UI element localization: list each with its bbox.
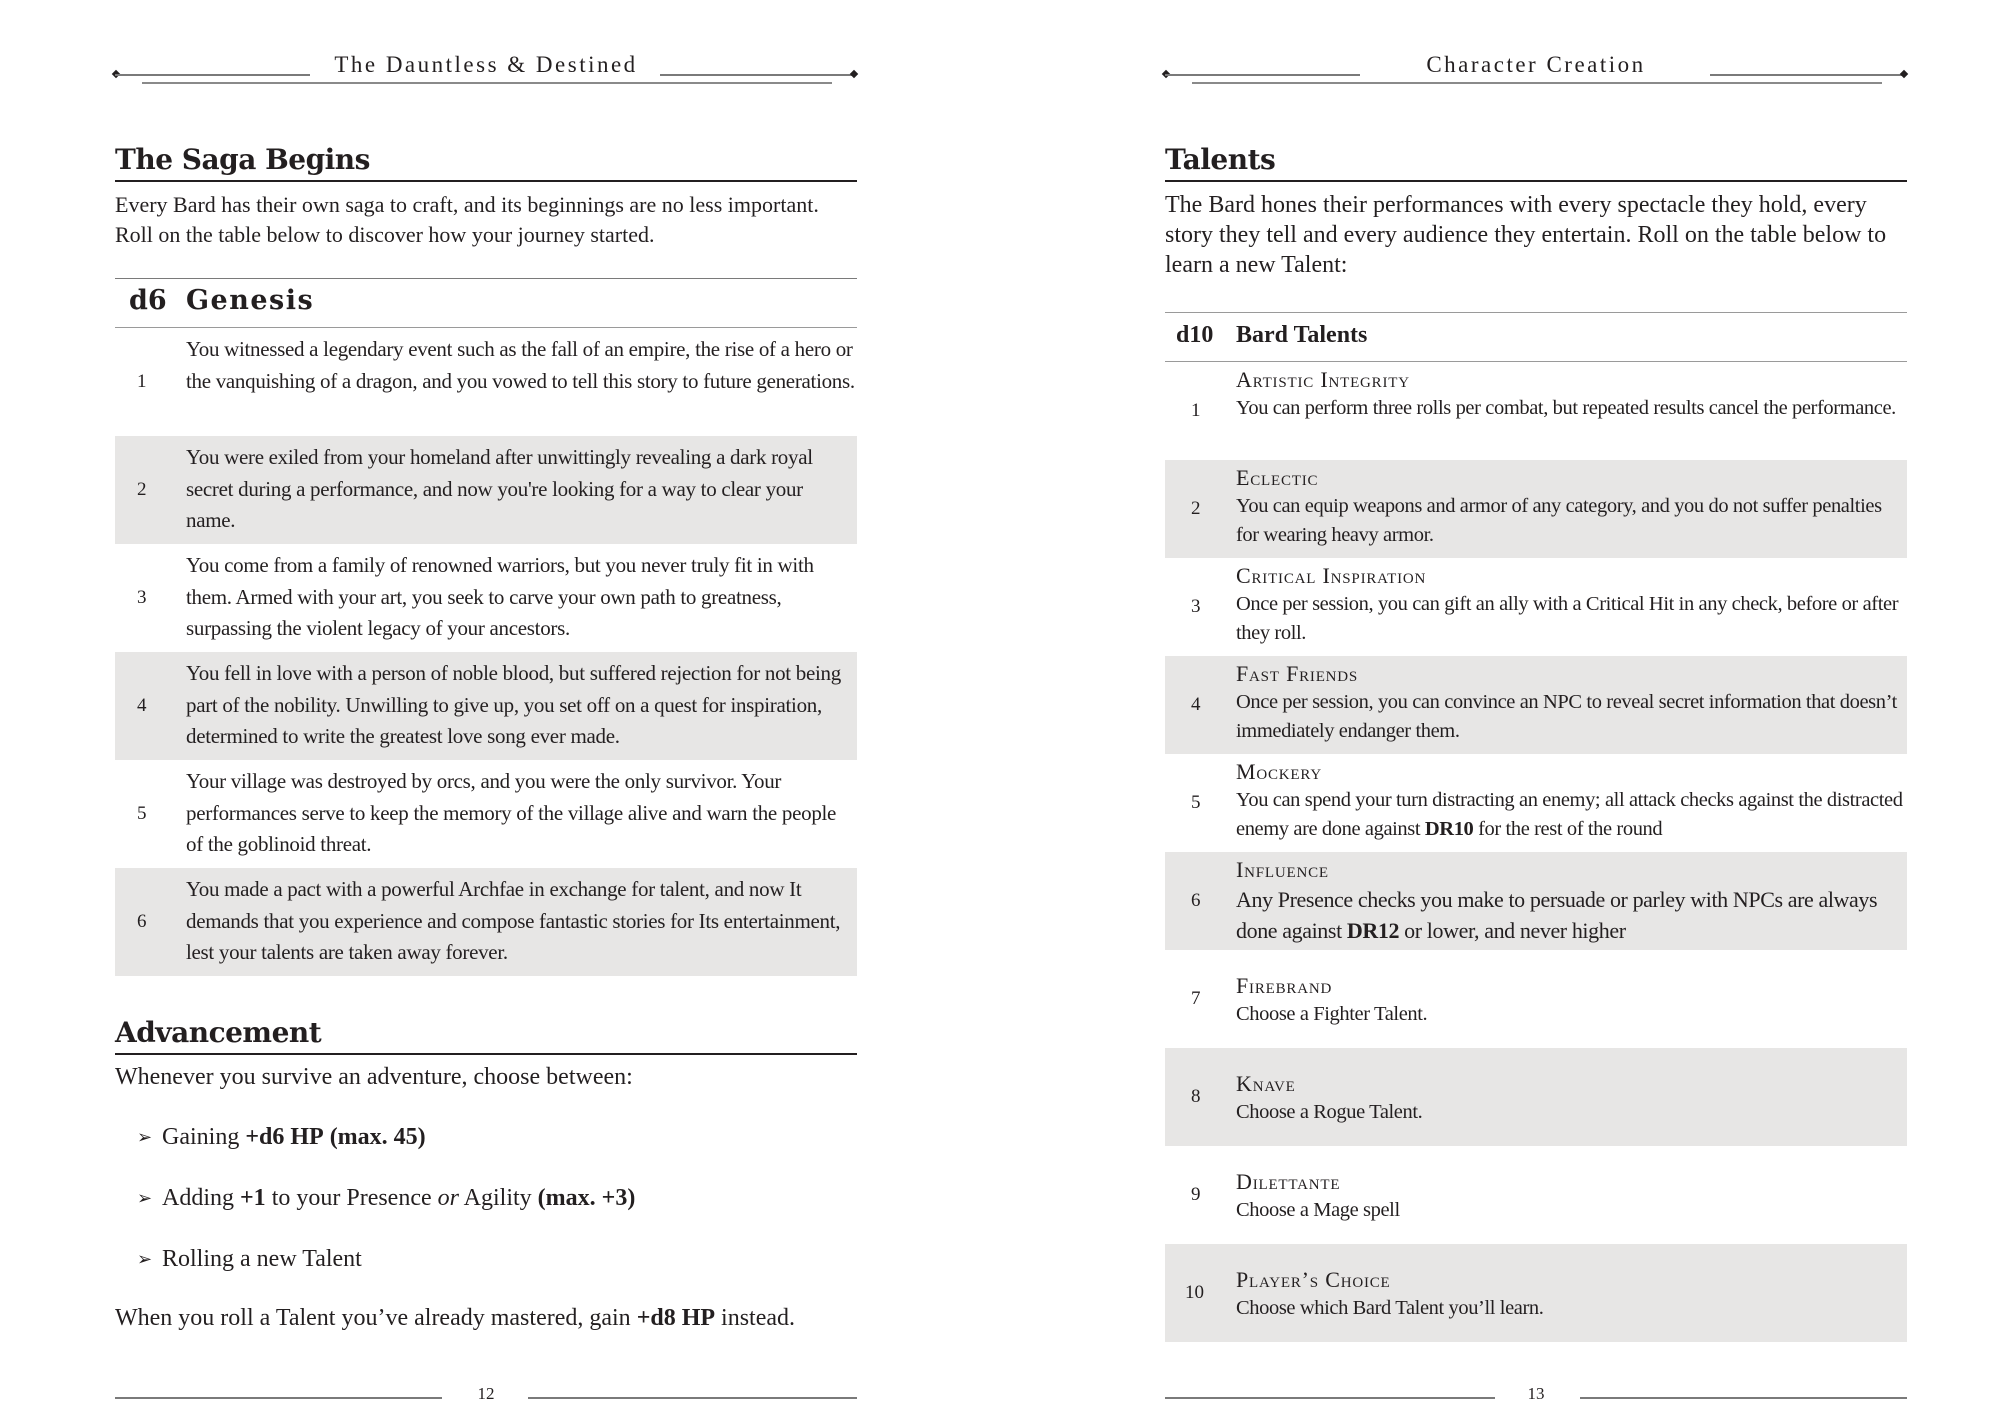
roll-number: 9 [1191, 1184, 1201, 1205]
roll-number: 6 [1191, 890, 1201, 911]
desc-text: or lower, and never higher [1399, 918, 1626, 943]
talent-name: Eclectic [1236, 465, 1319, 490]
desc-text: for the rest of the round [1473, 817, 1663, 840]
desc-bold: DR12 [1346, 918, 1400, 943]
talents-intro: The Bard hones their performances with every spectacle they hold, every story they tell and every audience they entertain. Roll on the table below to learn a new Talent: [1165, 192, 1887, 278]
roll-number: 8 [1191, 1086, 1201, 1107]
roll-number: 6 [137, 911, 147, 932]
talent-name: Artistic Integrity [1236, 367, 1410, 392]
note-bold: +d8 HP [636, 1305, 716, 1331]
option-text: Gaining [162, 1124, 246, 1150]
list-item [115, 1122, 857, 1183]
roll-number: 10 [1185, 1282, 1204, 1303]
table-row [1165, 950, 1907, 1048]
roll-number: 5 [137, 803, 147, 824]
roll-number: 3 [137, 587, 147, 608]
talents-table [1165, 312, 1907, 1342]
page-number: 13 [1527, 1384, 1545, 1403]
table-row [115, 652, 857, 760]
advancement-options [115, 1122, 857, 1305]
talent-name: Dilettante [1236, 1169, 1341, 1194]
running-header-title: The Dauntless & Destined [334, 52, 638, 77]
talent-name: Critical Inspiration [1236, 563, 1427, 588]
option-text: to your Presence [265, 1185, 438, 1211]
desc-text: You can spend your turn distracting an enemy; all attack checks against the distracted enemy are done against [1236, 789, 1903, 840]
arrowhead-bullet-icon: ➢ [137, 1188, 153, 1208]
option-bold: (max. +3) [537, 1185, 636, 1211]
note-text: instead. [715, 1305, 796, 1331]
header-underline [1192, 82, 1882, 84]
page-number: 12 [477, 1384, 495, 1403]
row-text: You were exiled from your homeland after unwittingly revealing a dark royal secret during a performance, and now you're looking for a way to clear your name. [186, 445, 813, 532]
table-row [115, 544, 857, 652]
talent-desc: Once per session, you can gift an ally with a Critical Hit in any check, before or after they roll. [1236, 593, 1899, 644]
talent-desc: Choose a Mage spell [1236, 1199, 1400, 1221]
row-text: You come from a family of renowned warriors, but you never truly fit in with them. Armed with your art, you seek to carve your own path to greatness, surpassing the violent legacy of your ancestors. [186, 553, 814, 640]
saga-intro: Every Bard has their own saga to craft, and its beginnings are no less important. Roll on the table below to discover how your journey started. [115, 192, 819, 247]
table-header [1165, 312, 1907, 362]
roll-number: 7 [1191, 988, 1201, 1009]
header-underline [142, 82, 832, 84]
row-text: Your village was destroyed by orcs, and you were the only survivor. Your performances serve to keep the memory of the village alive and warn the people of the goblinoid threat. [186, 769, 837, 856]
option-text: Rolling a new Talent [162, 1246, 362, 1272]
talents-column-header: Bard Talents [1236, 322, 1368, 348]
roll-number: 2 [137, 479, 147, 500]
page-footer [115, 1384, 857, 1404]
talent-name: Influence [1236, 857, 1329, 882]
note-text: When you roll a Talent you’ve already mastered, gain [115, 1305, 637, 1331]
table-row [1165, 558, 1907, 656]
desc-text: Any Presence checks you make to persuade or parley with NPCs are always done against [1236, 887, 1878, 943]
running-header [115, 50, 857, 84]
talent-desc: You can equip weapons and armor of any category, and you do not suffer penalties for wearing heavy armor. [1236, 495, 1882, 546]
option-bold: (max. 45) [329, 1124, 426, 1150]
table-row [1165, 1048, 1907, 1146]
table-row [115, 760, 857, 868]
roll-number: 2 [1191, 498, 1201, 519]
arrowhead-bullet-icon: ➢ [137, 1127, 153, 1147]
advancement-note [115, 1303, 857, 1333]
die-column-header: d6 [129, 285, 167, 316]
talent-desc: Choose a Fighter Talent. [1236, 1003, 1428, 1025]
table-row [1165, 852, 1907, 950]
option-text: Agility [458, 1185, 538, 1211]
talent-name: Firebrand [1236, 973, 1333, 998]
table-row [1165, 362, 1907, 460]
roll-number: 4 [1191, 694, 1201, 715]
table-row [115, 868, 857, 976]
roll-number: 3 [1191, 596, 1201, 617]
option-text: Adding [162, 1185, 240, 1211]
running-header-title: Character Creation [1426, 52, 1646, 77]
arrowhead-bullet-icon: ➢ [137, 1249, 153, 1269]
table-header [115, 278, 857, 328]
table-row [115, 328, 857, 436]
table-row [1165, 656, 1907, 754]
left-page [115, 0, 857, 1418]
table-row [115, 436, 857, 544]
table-row [1165, 754, 1907, 852]
section-title-saga: The Saga Begins [115, 142, 857, 182]
talent-desc: Choose a Rogue Talent. [1236, 1101, 1423, 1123]
table-row [1165, 460, 1907, 558]
talent-name: Player’s Choice [1236, 1267, 1391, 1292]
row-text: You made a pact with a powerful Archfae in exchange for talent, and now It demands that you experience and compose fantastic stories for Its entertainment, lest your talents are taken away forever. [186, 877, 841, 964]
talent-desc: Choose which Bard Talent you’ll learn. [1236, 1297, 1544, 1319]
roll-number: 5 [1191, 792, 1201, 813]
talent-name: Mockery [1236, 759, 1323, 784]
talent-name: Knave [1236, 1071, 1296, 1096]
option-bold: +1 [240, 1185, 266, 1211]
list-item [115, 1183, 857, 1244]
advancement-intro: Whenever you survive an adventure, choose between: [115, 1064, 633, 1090]
die-column-header: d10 [1176, 322, 1214, 348]
talent-desc [1236, 884, 1907, 946]
talent-desc: You can perform three rolls per combat, but repeated results cancel the performance. [1236, 397, 1896, 419]
table-row [1165, 1244, 1907, 1342]
row-text: You witnessed a legendary event such as the fall of an empire, the rise of a hero or the vanquishing of a dragon, and you vowed to tell this story to future generations. [186, 337, 855, 393]
running-header [1165, 50, 1907, 84]
roll-number: 4 [137, 695, 147, 716]
row-text: You fell in love with a person of noble blood, but suffered rejection for not being part of the nobility. Unwilling to give up, you set off on a quest for inspiration, determined to write the greatest love song ever made. [186, 661, 841, 748]
talent-name: Fast Friends [1236, 661, 1359, 686]
option-italic: or [437, 1185, 459, 1211]
table-row [1165, 1146, 1907, 1244]
section-title-advancement: Advancement [115, 1015, 857, 1055]
desc-bold: DR10 [1424, 817, 1474, 840]
section-title-talents: Talents [1165, 142, 1907, 182]
right-page [1165, 0, 1907, 1418]
talent-desc [1236, 786, 1907, 843]
genesis-table [115, 278, 857, 976]
genesis-column-header: Genesis [186, 285, 315, 316]
page-footer [1165, 1384, 1907, 1404]
talent-desc: Once per session, you can convince an NPC to reveal secret information that doesn’t immediately endanger them. [1236, 691, 1897, 742]
roll-number: 1 [137, 371, 147, 392]
list-item [115, 1244, 857, 1305]
roll-number: 1 [1191, 400, 1201, 421]
option-bold: +d6 HP [245, 1124, 324, 1150]
